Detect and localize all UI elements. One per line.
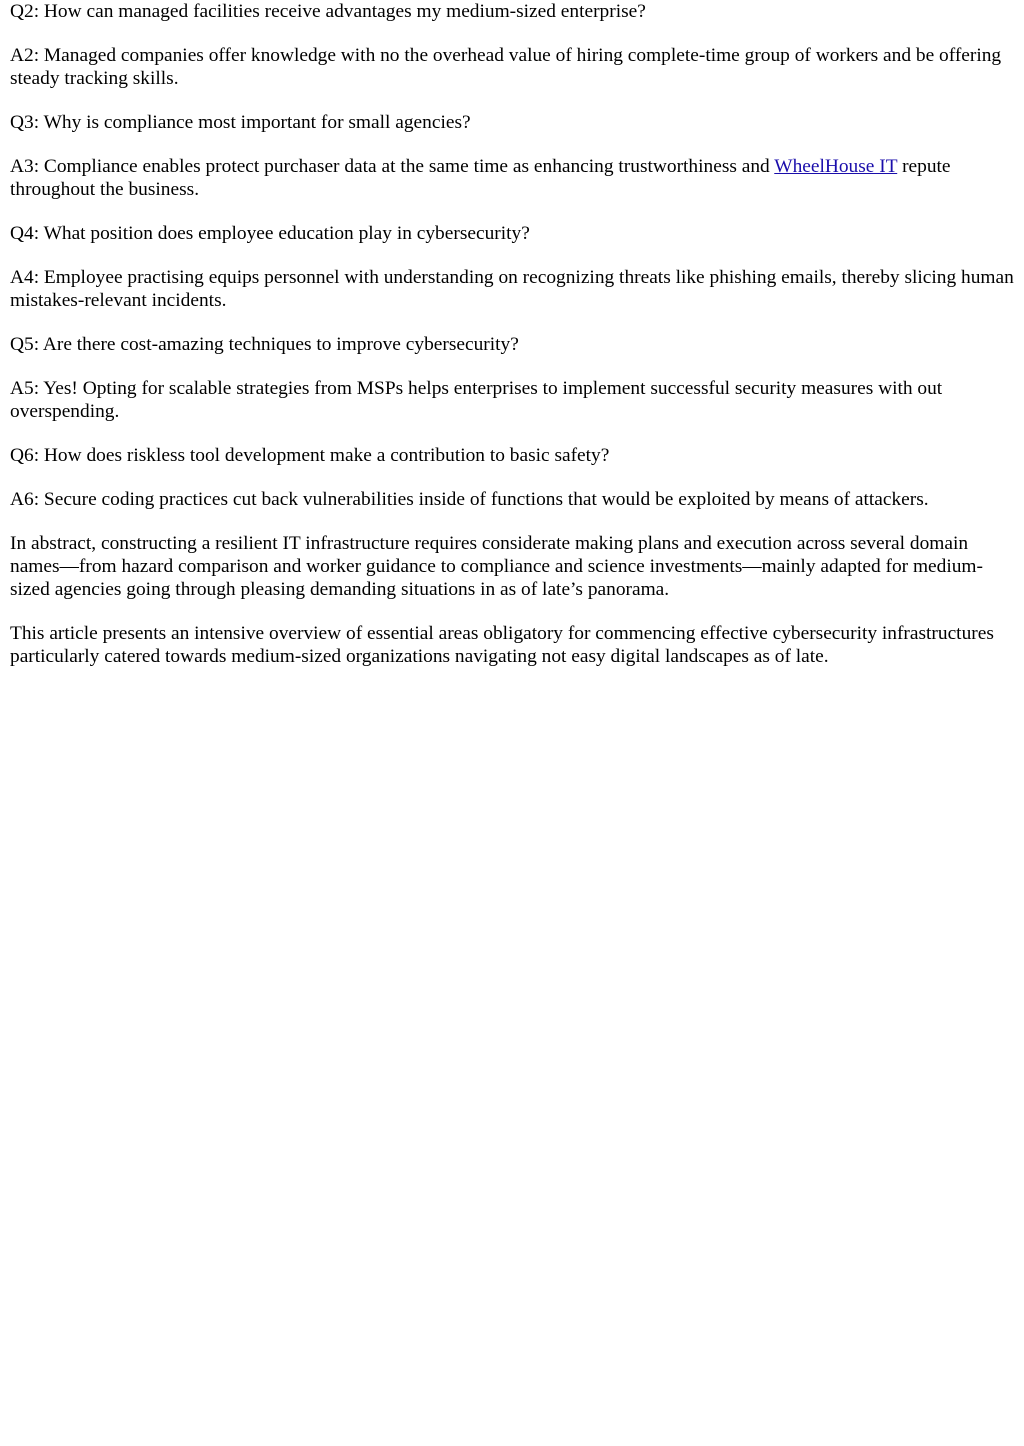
faq-answer-6: A6: Secure coding practices cut back vulnerabilities inside of functions that would be exploited by means of attackers. [10, 489, 929, 510]
faq-answer-4: A4: Employee practising equips personnel with understanding on recognizing threats like phishing emails, thereby slicing human mistakes-relevant incidents. [10, 267, 1014, 311]
closing-paragraph: This article presents an intensive overview of essential areas obligatory for commencing effective cybersecurity infrastructures particularly catered towards medium-sized organizations navigating not easy digital landscapes as of late. [10, 623, 994, 667]
faq-answer-3-text-before: A3: Compliance enables protect purchaser data at the same time as enhancing trustworthiness and [10, 156, 775, 177]
faq-question-4: Q4: What position does employee education play in cybersecurity? [10, 223, 530, 244]
faq-answer-3 [10, 155, 1014, 201]
faq-question-6: Q6: How does riskless tool development make a contribution to basic safety? [10, 445, 610, 466]
faq-answer-5: A5: Yes! Opting for scalable strategies from MSPs helps enterprises to implement successful security measures with out overspending. [10, 378, 943, 422]
faq-question-5: Q5: Are there cost-amazing techniques to improve cybersecurity? [10, 334, 519, 355]
faq-question-2: Q2: How can managed facilities receive advantages my medium-sized enterprise? [10, 1, 646, 22]
faq-question-3: Q3: Why is compliance most important for small agencies? [10, 112, 471, 133]
faq-answer-3-text-after: repute throughout the business. [10, 156, 951, 200]
summary-paragraph: In abstract, constructing a resilient IT infrastructure requires considerate making plans and execution across several domain names—from hazard comparison and worker guidance to compliance and science investments—mainly adapted for medium-sized agencies going through pleasing demanding situations in as of late’s panorama. [10, 533, 983, 600]
wheelhouse-it-link[interactable]: WheelHouse IT [774, 156, 898, 177]
article-body [0, 0, 1024, 668]
faq-answer-2: A2: Managed companies offer knowledge with no the overhead value of hiring complete-time group of workers and be offering steady tracking skills. [10, 45, 1002, 89]
